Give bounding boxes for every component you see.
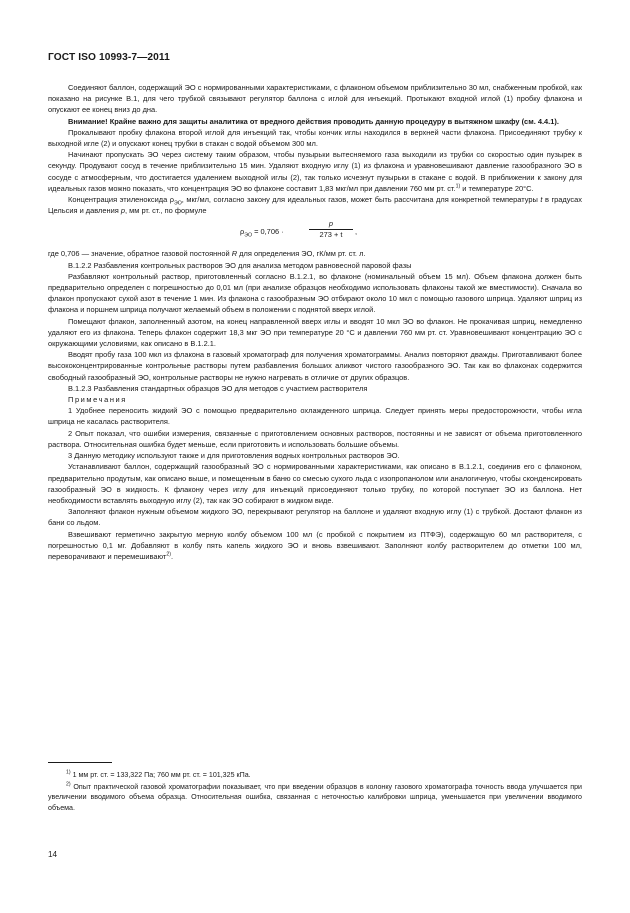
paragraph-dilution: Разбавляют контрольный раствор, приготовленный согласно В.1.2.1, во флаконе (номинальный объем 15 мл). Объем флакона должен быть предварительно определен с погрешностью до 0,01 мл (при анализе образцов необходимо использовать флаконы такой же вместимости). Сначала во флакон пропускают сухой азот в течение 1 мин. Из флакона с газообразным ЭО отбирают около 10 мкл с помощью газового шприца. Удаляют шприц из флакона и поршнем шприца получают желаемый объем в положении с поднятой вверх иглой. [48, 271, 582, 315]
paragraph-concentration [48, 194, 582, 216]
footnotes [48, 770, 582, 814]
paragraph-gas-sample: Вводят пробу газа 100 мкл из флакона в газовый хроматограф для получения хроматограммы. Анализ повторяют дважды. Приготавливают более высококонцентрированные контрольные растворы путем разбавления больших аликвот чистого газообразного ЭО. Так как во флаконах содержится свободный газообразный ЭО, контрольные растворы не нужно нагревать в отличие от других образцов. [48, 350, 582, 382]
concentration-text-a: Концентрация этиленоксида ρ [68, 195, 174, 205]
concentration-text-b: , мкг/мл, согласно закону для идеальных газов, может быть рассчитана для конкретной температуры [181, 195, 541, 205]
concentration-sub: ЭО [173, 200, 182, 207]
page-number: 14 [48, 850, 58, 859]
weigh-text-end: . [170, 551, 174, 561]
main-text [48, 82, 582, 562]
footnote-2-text: Опыт практической газовой хроматографии показывает, что при введении образцов в колонку газового хроматографа точность ввода улучшается при увеличении вводимого объема образца. Относительная ошибка, связанная с неточностью калибровки шприца, уменьшается при увеличении вводимого объема. [48, 782, 582, 812]
footnote-ref-2: 2) [166, 551, 171, 558]
formula-coefficient: = 0,706 · [252, 227, 284, 237]
footnote-1-text: 1 мм рт. ст. = 133,322 Па; 760 мм рт. ст. = 101,325 кПа. [70, 771, 251, 779]
paragraph-weigh-flask [48, 529, 582, 563]
weigh-text: Взвешивают герметично закрытую мерную колбу объемом 100 мл (с пробкой с покрытием из ПТФЭ), содержащую 60 мл растворителя, с погрешностью 0,1 мг. Добавляют в колбу пять капель жидкого ЭО и вновь взвешивают. Заполняют колбу растворителем до отметки 100 мл, переворачивают и перемешивают [48, 529, 582, 561]
footnote-2-marker: 2) [66, 781, 71, 788]
notes-heading: Примечания [68, 395, 127, 405]
footnote-1 [48, 770, 582, 781]
footnote-divider [48, 762, 112, 763]
formula-eo-concentration [48, 216, 582, 248]
footnote-1-marker: 1) [66, 769, 71, 776]
subsection-b122: В.1.2.2 Разбавления контрольных растворов ЭО для анализа методом равновесной паровой фазы [68, 260, 412, 270]
where-text-b: для определения ЭО, гК/мм рт. ст. л. [237, 249, 366, 259]
where-text-a: где 0,706 — значение, обратное газовой постоянной [48, 249, 232, 259]
paragraph-balloon-connection: Соединяют баллон, содержащий ЭО с нормированными характеристиками, с флаконом объемом приблизительно 30 мл, снабженным пробкой, как показано на рисунке В.1, для чего трубкой связывают регулятор баллона с иглой для инъекций. Протыкают входной иглой (1) пробку флакона и опускают ее конец вниз до дна. [48, 83, 582, 115]
document-header: ГОСТ ISO 10993-7—2011 [48, 52, 170, 63]
paragraph-fill-vial: Заполняют флакон нужным объемом жидкого ЭО, перекрывают регулятор на баллоне и удаляют входную иглу (1) с трубкой. Достают флакон из бани со льдом. [48, 507, 582, 528]
formula-lhs [240, 226, 284, 237]
formula-numerator: p [309, 219, 353, 230]
symbol-r: R [231, 249, 238, 259]
purge-text: Начинают пропускать ЭО через систему таким образом, чтобы пузырьки вытесняемого газа выходили из трубки со скоростью один пузырек в секунду. Продувают сосуд в течение приблизительно 15 мин. Удаляют входную иглу (1) из флакона и уравновешивают давление газообразного ЭО в сосуде с атмосферным, что достигается удалением выходной иглы (2), так только исчезнут пузырьки в стакане с водой. В приближении к закону для идеальных газов можно показать, что концентрация ЭО во флаконе составит 1,83 мкг/мл при давлении 760 мм рт. ст. [48, 150, 582, 193]
footnote-ref-1: 1) [455, 183, 461, 190]
paragraph-purge [48, 149, 582, 194]
formula-rho: ρ [240, 227, 245, 237]
note-2: 2 Опыт показал, что ошибки измерения, связанные с приготовлением основных растворов, постоянны и не зависят от объема приготовленного раствора. Относительная ошибка будет меньше, если приготовить и использовать большие объемы. [48, 428, 582, 449]
paragraph-second-needle: Прокалывают пробку флакона второй иглой для инъекций так, чтобы кончик иглы находился в верхней части флакона. Присоединяют трубку к выходной игле (2) и опускают конец трубки в стакан с водой объемом 300 мл. [48, 127, 582, 149]
paragraph-nitrogen-vial: Помещают флакон, заполненный азотом, на конец направленной вверх иглы и вводят 10 мкл ЭО во флакон. Не прокачивая шприц, немедленно удаляют его из флакона. Теперь флакон содержит 18,3 мкг ЭО при температуре 20 °С и давлении 760 мм рт. ст. Уравновешивают концентрацию ЭО с окружающими условиями, как описано в В.1.2.1. [48, 316, 582, 349]
formula-fraction [309, 219, 353, 240]
formula-comma: , [355, 227, 358, 237]
formula-denominator: 273 + t [319, 230, 343, 240]
purge-text-end: и температуре 20°С. [460, 183, 534, 193]
footnote-2 [48, 782, 582, 814]
formula-sub: ЭО [244, 232, 252, 239]
concentration-text-c: в градусах Цельсия и давления [48, 195, 582, 216]
concentration-text-d: , мм рт. ст., по формуле [125, 206, 207, 216]
symbol-p: p [120, 206, 126, 216]
subsection-b123: В.1.2.3 Разбавления стандартных образцов ЭО для методов с участием растворителя [68, 383, 368, 393]
note-1: 1 Удобнее переносить жидкий ЭО с помощью предварительно охлажденного шприца. Следует принять меры предосторожности, чтобы игла шприца не касалась растворителя. [48, 406, 582, 427]
paragraph-where [48, 248, 582, 259]
symbol-t: t [540, 195, 543, 205]
note-3: 3 Данную методику используют также и для приготовления водных контрольных растворов ЭО. [68, 451, 400, 461]
paragraph-install-balloon: Устанавливают баллон, содержащий газообразный ЭО с нормированными характеристиками, как описано в В.1.2.1, соединив его с флаконом, предварительно продутым, как описано выше, и помещенным в баню со смесью сухого льда с изопропанолом или аналогичную, чтобы сконденсировать газообразный ЭО в жидкость. К флакону через иглу для инъекций присоединяют только трубку, по которой поступает ЭО из баллона. Нет необходимости вставлять выходную иглу (2), так как ЭО собирают в жидком виде. [48, 462, 582, 505]
warning-paragraph: Внимание! Крайне важно для защиты аналитика от вредного действия проводить данную процедуру в вытяжном шкафу (см. 4.4.1). [68, 116, 559, 126]
